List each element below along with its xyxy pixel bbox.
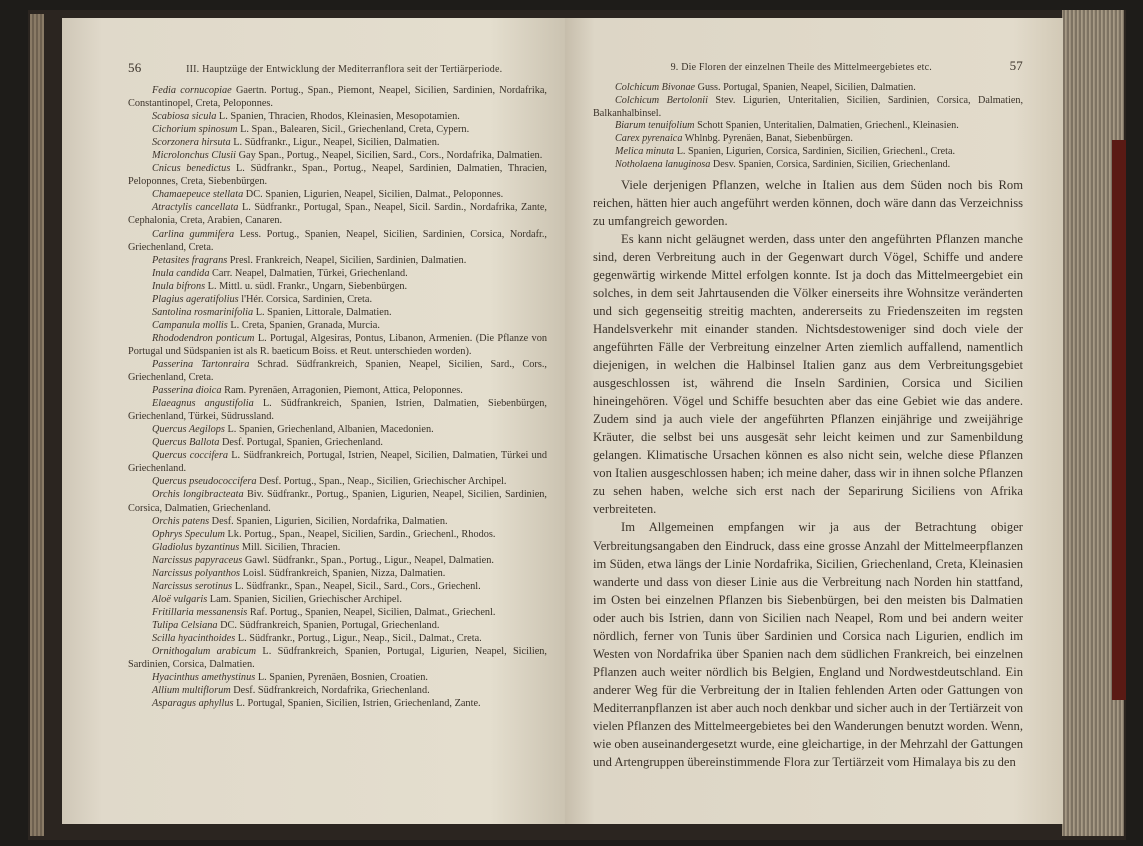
species-name: Carlina gummifera [152,228,235,240]
species-entry [128,201,547,227]
species-distribution: L. Südfrankreich, Portugal, Istrien, Neapel, Sicilien, Dalmatien, Türkei und Griechenland. [128,450,547,475]
species-entry [128,475,547,488]
species-entry [128,254,547,267]
species-name: Fedia cornucopiae [152,85,232,96]
species-entry [593,95,1023,121]
species-name: Plagius ageratifolius [152,293,239,305]
species-entry [128,149,547,162]
species-name: Elaeagnus angustifolia [152,398,254,410]
species-distribution: Schrad. Südfrankreich, Spanien, Neapel, Sicilien, Sard., Cors., Griechenland, Creta. [128,358,547,384]
species-entry [128,384,547,397]
species-distribution: Loisl. Südfrankreich, Spanien, Nizza, Dalmatien. [240,567,446,579]
species-distribution: L. Spanien, Ligurien, Corsica, Sardinien, Sicilien, Griechenl., Creta. [674,145,956,157]
species-entry [128,84,547,110]
body-paragraph: Im Allgemeinen empfangen wir ja aus der Betrachtung obiger Verbreitungsangaben den Eindruck, dass eine grosse Anzahl der Mittelmeerpflanzen im Süden, etwa längs der Linie Nordafrika, Sicilien, Griechenland, Creta, Kleinasien wanderte und dass von dieser Linie aus die Verbreitung nach Norden hin stattfand, im Osten bei einzelnen Pflanzen bis Siebenbürgen, bei den meisten bis Dalmatien oder auch bis Istrien, dann von Sicilien nach Neapel, Rom und bei andern weiter nördlich, ferner von Tunis über Sardinien und Corsica nach Ligurien, endlich im Westen von Nordafrika über Spanien nach dem südlichen Frankreich, bei einzelnen Pflanzen auch weiter nördlich bis Belgien, England und Nordwestdeutschland. Ein anderer Weg für die Verbreitung der in Italien fehlenden Arten oder Gattungen von Mediterranpflanzen ist aber auch noch denkbar und sicher auch in der Tertiärzeit von vielen Pflanzen des Mittelmeergebietes bei den Wanderungen benutzt worden. Wenn, wie oben auseinandergesetzt wurde, eine gleichartige, in der Mehrzahl der Gattungen und Artengruppen übereinstimmende Flora zur Tertiärzeit vom Himalaya bis zu den [593,520,1023,770]
species-entry [593,159,1023,172]
species-distribution: Mill. Sicilien, Thracien. [239,541,341,553]
species-distribution: Biv. Südfrankr., Portug., Spanien, Ligurien, Neapel, Sicilien, Sardinien, Corsica, Dalmatien, Griechenland. [128,489,547,514]
species-distribution: Carr. Neapel, Dalmatien, Türkei, Griechenland. [209,267,408,279]
species-name: Hyacinthus amethystinus [152,672,256,684]
species-entry [593,146,1023,159]
species-distribution: L. Mittl. u. südl. Frankr., Ungarn, Siebenbürgen. [205,280,408,292]
right-running-header [593,58,1023,76]
species-entry [128,567,547,580]
species-name: Scorzonera hirsuta [152,137,231,149]
species-distribution: DC. Spanien, Ligurien, Neapel, Sicilien, Dalmat., Peloponnes. [243,189,504,201]
species-list-right [593,82,1023,172]
species-distribution: Lk. Portug., Span., Neapel, Sicilien, Sardin., Griechenl., Rhodos. [224,528,496,540]
species-entry [128,684,547,697]
species-name: Orchis patens [152,515,210,527]
species-name: Campanula mollis [152,319,228,331]
species-distribution: Desv. Spanien, Corsica, Sardinien, Sicilien, Griechenland. [710,158,951,170]
species-entry [128,136,547,149]
right-page-number: 57 [1009,58,1023,73]
species-entry [128,436,547,449]
species-name: Atractylis cancellata [152,202,239,214]
species-name: Inula bifrons [152,280,206,292]
species-distribution: Less. Portug., Spanien, Neapel, Sicilien, Sardinien, Corsica, Nordafr., Griechenland, Creta. [128,228,548,253]
species-distribution: Presl. Frankreich, Neapel, Sicilien, Sardinien, Dalmatien. [227,254,467,266]
species-distribution: DC. Südfrankreich, Spanien, Portugal, Griechenland. [217,619,440,631]
species-name: Quercus coccifera [152,450,229,462]
species-name: Quercus pseudococcifera [152,476,257,488]
species-distribution: Desf. Südfrankreich, Nordafrika, Griechenland. [230,685,430,697]
species-name: Aloë vulgaris [152,593,208,605]
species-name: Asparagus aphyllus [152,698,234,710]
right-page [565,18,1063,824]
species-entry [128,267,547,280]
species-entry [128,528,547,541]
species-distribution: Gaertn. Portug., Span., Piemont, Neapel, Sicilien, Sardinien, Nordafrika, Constantinopel, Creta, Peloponnes. [128,85,548,110]
species-name: Inula candida [152,267,210,279]
left-running-header [128,60,547,78]
species-entry [128,541,547,554]
book-cover-band [1112,140,1126,700]
species-entry [593,133,1023,146]
species-distribution: L. Creta, Spanien, Granada, Murcia. [227,319,380,331]
species-entry [128,645,547,671]
species-entry [128,606,547,619]
species-name: Scabiosa sicula [152,111,217,123]
species-entry [128,619,547,632]
species-entry [128,306,547,319]
species-name: Rhododendron ponticum [152,332,255,344]
species-distribution: Gawl. Südfrankr., Span., Portug., Ligur., Neapel, Dalmatien. [242,554,494,566]
species-distribution: Desf. Spanien, Ligurien, Sicilien, Nordafrika, Dalmatien. [209,515,448,527]
species-list-left [128,84,547,710]
species-distribution: Stev. Ligurien, Unteritalien, Sicilien, Sardinien, Corsica, Dalmatien, Balkanhalbinsel. [593,94,1024,119]
species-distribution: Lam. Spanien, Sicilien, Griechischer Archipel. [207,593,402,605]
species-name: Colchicum Bertolonii [615,94,708,106]
body-paragraph: Viele derjenigen Pflanzen, welche in Italien aus dem Süden noch bis Rom reichen, hätten hier auch angeführt werden können, doch wäre dann das Verzeichniss zu umfangreich geworden. [593,177,1023,228]
species-name: Quercus Aegilops [152,424,225,436]
species-entry [593,82,1023,95]
species-entry [128,593,547,606]
species-entry [128,188,547,201]
left-running-head: III. Hauptzüge der Entwicklung der Mediterranflora seit der Tertiärperiode. [186,64,503,75]
species-name: Narcissus polyanthos [152,567,241,579]
species-distribution: Schott Spanien, Unteritalien, Dalmatien, Griechenl., Kleinasien. [694,120,959,132]
left-page-edges [30,14,44,836]
species-entry [128,293,547,306]
species-name: Orchis longibracteata [152,489,244,501]
species-distribution: L. Südfrankr., Portug., Ligur., Neap., Sicil., Dalmat., Creta. [235,632,482,644]
species-distribution: L. Südfrankr., Span., Neapel, Sicil., Sard., Cors., Griechenl. [232,580,481,592]
species-distribution: Desf. Portugal, Spanien, Griechenland. [219,437,383,449]
species-distribution: L. Portugal, Spanien, Sicilien, Istrien, Griechenland, Zante. [233,698,481,710]
species-entry [128,397,547,423]
left-page-number: 56 [128,60,142,75]
species-name: Cichorium spinosum [152,124,238,136]
species-name: Passerina dioica [152,385,222,397]
species-distribution: L. Spanien, Griechenland, Albanien, Macedonien. [224,424,434,436]
left-page [62,18,565,824]
species-name: Colchicum Bivonae [615,82,696,93]
body-text [593,176,1023,772]
species-entry [128,332,547,358]
species-name: Ornithogalum arabicum [152,646,257,658]
species-entry [128,488,547,514]
species-entry [128,228,547,254]
species-entry [128,319,547,332]
species-distribution: L. Südfrankreich, Spanien, Istrien, Dalmatien, Siebenbürgen, Griechenland, Türkei, Südrussland. [128,398,548,423]
species-distribution: Ram. Pyrenäen, Arragonien, Piemont, Attica, Peloponnes. [221,385,463,397]
species-entry [128,358,547,384]
species-entry [128,554,547,567]
species-entry [128,697,547,710]
species-entry [593,120,1023,133]
species-name: Tulipa Celsiana [152,619,218,631]
right-running-head: 9. Die Floren der einzelnen Theile des Mittelmeergebietes etc. [670,62,932,73]
species-distribution: Guss. Portugal, Spanien, Neapel, Sicilien, Dalmatien. [695,82,916,93]
species-distribution: Raf. Portug., Spanien, Neapel, Sicilien, Dalmat., Griechenl. [247,606,496,618]
species-name: Chamaepeuce stellata [152,189,244,201]
species-entry [128,280,547,293]
species-name: Gladiolus byzantinus [152,541,240,553]
species-name: Cnicus benedictus [152,163,231,175]
species-name: Allium multiflorum [152,685,231,697]
species-entry [128,449,547,475]
species-distribution: L. Spanien, Littorale, Dalmatien. [253,306,392,318]
species-distribution: Desf. Portug., Span., Neap., Sicilien, Griechischer Archipel. [256,476,507,488]
species-name: Quercus Ballota [152,437,220,449]
species-distribution: Whlnbg. Pyrenäen, Banat, Siebenbürgen. [682,133,853,145]
species-entry [128,632,547,645]
species-entry [128,110,547,123]
species-name: Narcissus serotinus [152,580,233,592]
species-entry [128,123,547,136]
species-name: Passerina Tartonraira [152,358,250,370]
species-distribution: L. Südfrankr., Ligur., Neapel, Sicilien, Dalmatien. [230,137,440,149]
species-name: Santolina rosmarinifolia [152,306,254,318]
species-distribution: L. Südfrankr., Portugal, Span., Neapel, Sicil. Sardin., Nordafrika, Zante, Cephalonia, Creta, Arabien, Canaren. [128,202,547,227]
species-entry [128,162,547,188]
species-name: Fritillaria messanensis [152,606,248,618]
species-entry [128,671,547,684]
species-name: Ophrys Speculum [152,528,225,540]
species-name: Petasites fragrans [152,254,228,266]
species-distribution: L. Portugal, Algesiras, Pontus, Libanon, Armenien. (Die Pflanze von Portugal und Südspanien ist als R. baeticum Boiss. et Reut. unterschieden worden). [128,332,547,357]
species-distribution: L. Span., Balearen, Sicil., Griechenland, Creta, Cypern. [237,124,470,136]
species-entry [128,423,547,436]
species-name: Scilla hyacinthoides [152,632,236,644]
species-name: Notholaena lanuginosa [615,158,711,170]
species-name: Narcissus papyraceus [152,554,243,566]
species-name: Microlonchus Clusii [152,150,236,162]
species-distribution: Gay Span., Portug., Neapel, Sicilien, Sard., Cors., Nordafrika, Dalmatien. [236,150,543,162]
body-paragraph: Es kann nicht geläugnet werden, dass unter den angeführten Pflanzen manche sind, deren Verbreitung auch in der Gegenwart durch Vögel, Schiffe und andere gegenwärtig wirkende Mittel erfolgen konnte. Ist ja doch das Mittelmeergebiet ein solches, in dem seit Jahrtausenden die Völker einerseits ihre Wohnsitze veränderten und sich gegenseitig streitig machten, andererseits zu Friedenszeiten im regsten Handelsverkehr mit einander standen. Nichtsdestoweniger sind doch viele der angeführten Fälle der Verbreitung einzelner Arten ziemlich auffallend, namentlich diejenigen, in welchen die Halbinsel Italien ganz aus dem Verbreitungsgebiet ausgeschlossen ist, während die Inseln Sardinien, Corsica und Sicilien hineingehören. Vögel und Schiffe besuchten aber das eine Gebiet wie das andere. Zudem sind ja auch viele der angeführten Pflanzen einjährige und zweijährige Kräuter, die selbst bei uns ausgesät sehr leicht keimen und zur Samenbildung gelangen. Klimatische Ursachen können es also nicht sein, welche diese Pflanzen von Italien ausgeschlossen haben; ich meine daher, dass wir in ihnen solche Pflanzen zu sehen haben, welche sich erst nach der Separirung Siciliens von Afrika verbreiteten. [593,231,1023,517]
species-distribution: l'Hér. Corsica, Sardinien, Creta. [238,293,373,305]
species-distribution: L. Spanien, Thracien, Rhodos, Kleinasien, Mesopotamien. [216,111,460,123]
species-distribution: L. Südfrankreich, Spanien, Portugal, Ligurien, Neapel, Sicilien, Sardinien, Corsica, Dalmatien. [128,646,547,671]
species-distribution: L. Südfrankr., Span., Portug., Neapel, Sardinien, Dalmatien, Thracien, Peloponnes, Creta, Siebenbürgen. [128,163,547,188]
species-name: Biarum tenuifolium [615,120,695,132]
species-name: Carex pyrenaica [615,133,683,145]
species-entry [128,515,547,528]
species-distribution: L. Spanien, Pyrenäen, Bosnien, Croatien. [255,672,428,684]
species-name: Melica minuta [615,145,675,157]
species-entry [128,580,547,593]
